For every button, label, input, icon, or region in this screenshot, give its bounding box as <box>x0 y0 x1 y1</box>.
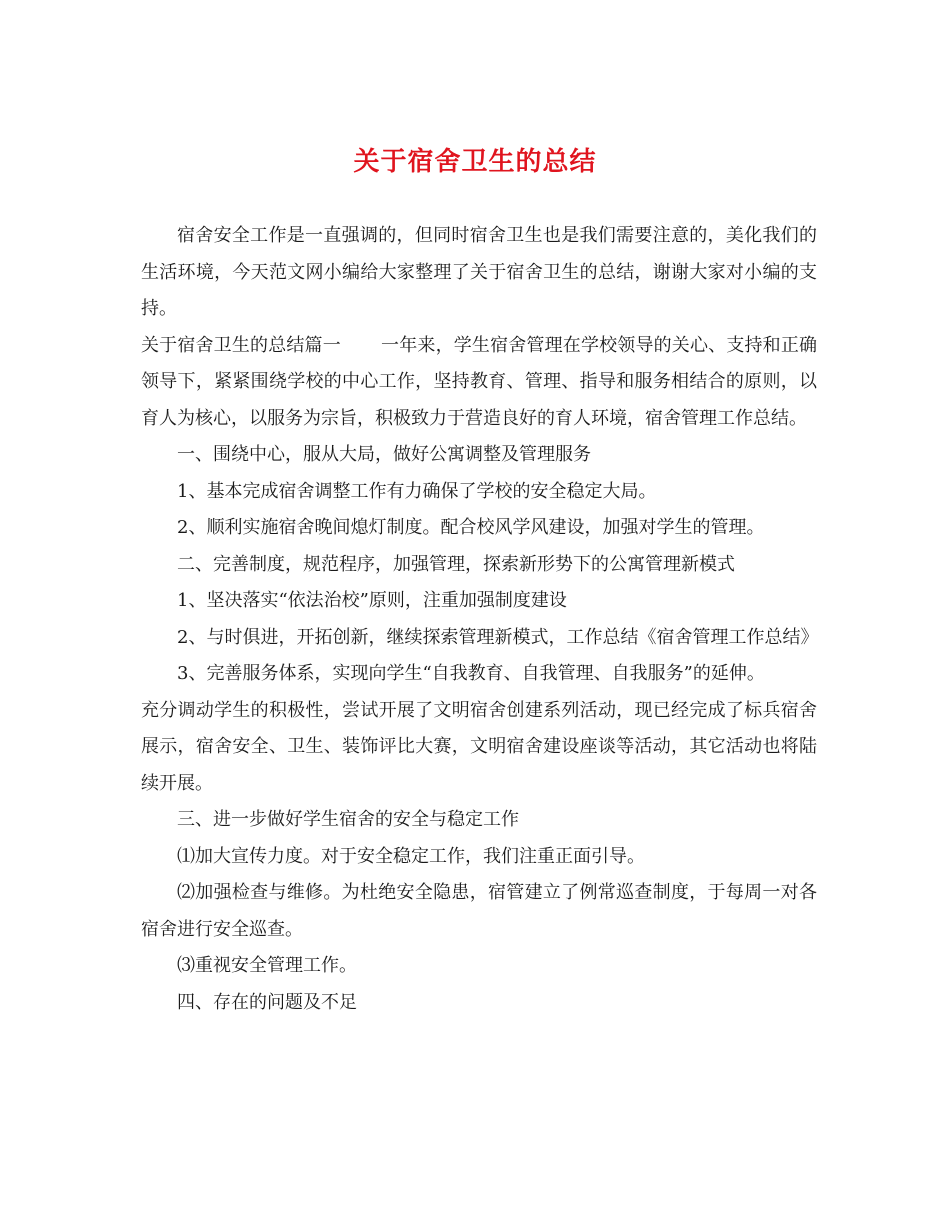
section-paragraph <box>141 328 817 438</box>
item-2-2: 2、与时俱进，开拓创新，继续探索管理新模式，工作总结《宿舍管理工作总结》 <box>177 626 819 648</box>
document-body <box>141 218 817 1021</box>
heading-three: 三、进一步做好学生宿舍的安全与稳定工作 <box>177 809 519 830</box>
item-1-2: 2、顺利实施宿舍晚间熄灯制度。配合校风学风建设，加强对学生的管理。 <box>177 517 765 538</box>
item-3-2: ⑵加强检查与维修。为杜绝安全隐患，宿管建立了例常巡查制度，于每周一对各宿舍进行安全巡查。 <box>141 882 817 940</box>
item-2-3-detail: 充分调动学生的积极性，尝试开展了文明宿舍创建系列活动，现已经完成了标兵宿舍展示，宿舍安全、卫生、装饰评比大赛，文明宿舍建设座谈等活动，其它活动也将陆续开展。 <box>141 699 817 794</box>
section-body: 一年来，学生宿舍管理在学校领导的关心、支持和正确领导下，紧紧围绕学校的中心工作，坚持教育、管理、指导和服务相结合的原则，以育人为核心，以服务为宗旨，积极致力于营造良好的育人环境，宿舍管理工作总结。 <box>141 334 818 429</box>
intro-paragraph: 宿舍安全工作是一直强调的，但同时宿舍卫生也是我们需要注意的，美化我们的生活环境，今天范文网小编给大家整理了关于宿舍卫生的总结，谢谢大家对小编的支持。 <box>141 225 817 319</box>
item-1-1: 1、基本完成宿舍调整工作有力确保了学校的安全稳定大局。 <box>177 480 657 502</box>
heading-two: 二、完善制度，规范程序，加强管理，探索新形势下的公寓管理新模式 <box>177 553 735 575</box>
heading-one: 一、围绕中心，服从大局，做好公寓调整及管理服务 <box>177 444 591 465</box>
section-heading: 关于宿舍卫生的总结篇一 <box>141 334 341 356</box>
item-2-3: 3、完善服务体系，实现向学生“自我教育、自我管理、自我服务”的延伸。 <box>177 663 765 684</box>
document-title: 关于宿舍卫生的总结 <box>353 147 597 177</box>
item-3-1: ⑴加大宣传力度。对于安全稳定工作，我们注重正面引导。 <box>177 845 645 867</box>
item-2-1: 1、坚决落实“依法治校”原则，注重加强制度建设 <box>177 590 567 611</box>
heading-four: 四、存在的问题及不足 <box>177 991 357 1013</box>
item-3-3: ⑶重视安全管理工作。 <box>177 955 357 976</box>
